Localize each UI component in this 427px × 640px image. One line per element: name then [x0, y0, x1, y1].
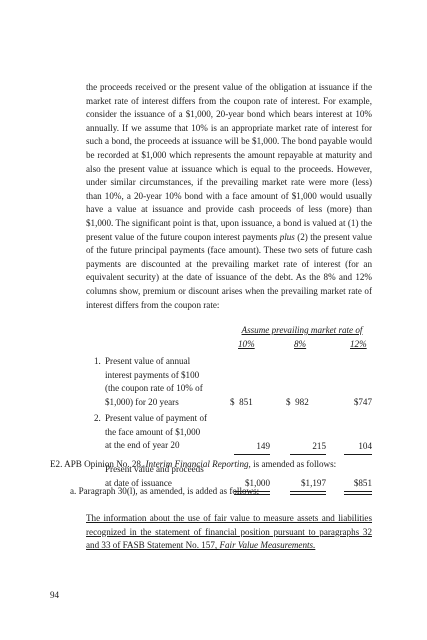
table-cell: 215 — [312, 441, 326, 451]
table-cell: 149 — [256, 441, 270, 451]
subtotal-rule — [234, 454, 270, 455]
section-e2a-item: a. Paragraph 30(l), as amended, is added as follows: — [70, 486, 260, 496]
table-cell: $1,000 — [244, 478, 270, 488]
row-label-line: at date of issuance — [105, 477, 172, 488]
table-cell: $ 851 — [230, 397, 253, 407]
table-cell: 104 — [358, 441, 372, 451]
table-cell: $747 — [353, 397, 372, 407]
body-text-part2: (2) the present value of the future principal payments (face amount). These two sets of future cash payments are discounted at the prevailing market rate of interest (for an equivalent security) at the date of issuance of the debt. As the 8% and 12% columns show, premium or discount arises when the prevailing market rate of interest differs from the coupon rate: — [86, 231, 372, 310]
subtotal-rule — [344, 454, 372, 455]
row-label-line: (the coupon rate of 10% of — [105, 383, 203, 394]
column-header-10: 10% — [238, 339, 255, 349]
row-number: 2. — [94, 413, 101, 423]
amendment-text — [86, 512, 372, 553]
row-label-line: Present value of annual — [105, 356, 191, 366]
amendment-title: Fair Value Measurements. — [219, 540, 316, 551]
row-label-line: $1,000) for 20 years — [105, 396, 179, 407]
amendment-body: The information about the use of fair value to measure assets and liabilities recognized in the statement of financial position pursuant to paragraphs 32 and 33 of FASB Statement No. 157, — [86, 513, 372, 551]
section-e2-heading — [50, 458, 380, 472]
column-header-12: 12% — [350, 339, 367, 349]
body-text-plus: plus — [279, 231, 295, 242]
table-header-title: Assume prevailing market rate of — [241, 325, 363, 335]
e2-title: Interim Financial Reporting, — [145, 459, 251, 469]
table-cell: $851 — [353, 478, 372, 488]
row-label-line: interest payments of $100 — [105, 369, 200, 380]
table-cell: $1,197 — [300, 478, 326, 488]
column-header-8: 8% — [294, 339, 307, 349]
row-label-line: the face amount of $1,000 — [105, 426, 201, 437]
e2-suffix: is amended as follows: — [250, 459, 337, 469]
body-text-part1: the proceeds received or the present value of the obligation at issuance if the market rate of interest differs from the coupon rate of interest. For example, consider the issuance of a $1,000, 20-year bond which bears interest at 10% annually. If we assume that 10% is an appropriate market rate of interest for such a bond, the proceeds at issuance will be $1,000. The bond payable would be recorded at $1,000 which represents the amount repayable at maturity and also the present value at issuance which is equal to the proceeds. However, under similar circumstances, if the prevailing market rate were more (less) than 10%, a 20-year 10% bond with a face amount of $1,000 would usually have a value at issuance and provide cash proceeds of less (more) than $1,000. The significant point is that, upon issuance, a bond is valued at (1) the present value of the future coupon interest payments — [86, 82, 372, 242]
row-label-line: at the end of year 20 — [105, 440, 180, 451]
subtotal-rule — [290, 454, 326, 455]
e2-prefix: E2. APB Opinion No. 28, — [50, 459, 146, 469]
row-label-line: Present value of payment of — [105, 413, 208, 423]
body-paragraph — [86, 81, 372, 312]
page-number: 94 — [50, 590, 60, 600]
row-label-line: Present value and proceeds — [105, 464, 204, 474]
table-cell: $ 982 — [286, 397, 309, 407]
row-number: 1. — [94, 356, 101, 366]
